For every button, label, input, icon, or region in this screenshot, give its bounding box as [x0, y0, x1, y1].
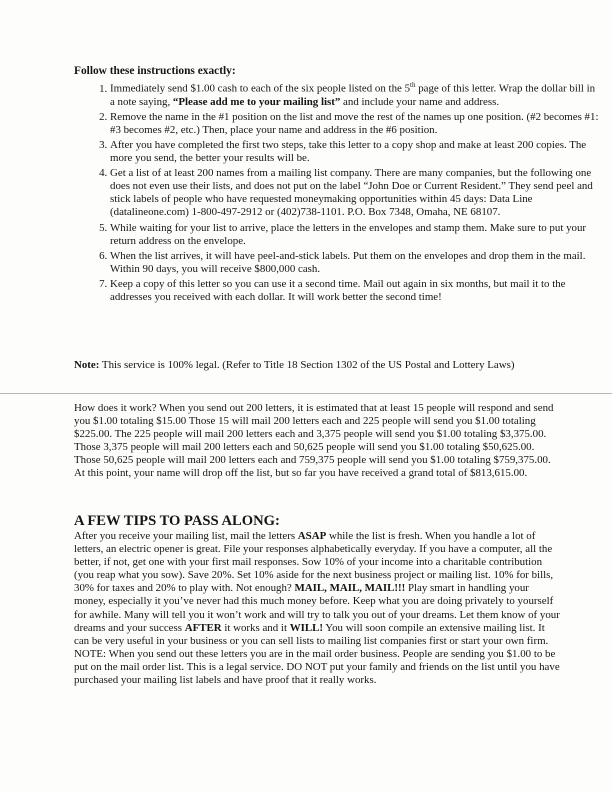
instruction-item: [110, 167, 600, 219]
tips-heading: A FEW TIPS TO PASS ALONG:: [74, 513, 280, 529]
note-text: This service is 100% legal. (Refer to Title 18 Section 1302 of the US Postal and Lottery Laws): [99, 359, 515, 371]
superscript-text: th: [410, 81, 416, 89]
bold-text: AFTER: [184, 621, 222, 634]
instruction-item: [110, 139, 600, 165]
text-run: Immediately send $1.00 cash to each of the six people listed on the 5: [110, 82, 411, 95]
text-run: page of this letter. Wrap the dollar bill in a note saying,: [110, 82, 596, 108]
text-run: Keep a copy of this letter so you can use it a second time. Mail out again in six months, but mail it to the addresses you received with each dollar. It will work better the second time!: [110, 277, 566, 304]
text-run: Remove the name in the #1 position on the list and move the rest of the names up one position. (#2 becomes #1: #3 becomes #2, etc.) Then, place your name and address in the #6 position.: [110, 110, 599, 136]
instruction-item: [110, 250, 600, 276]
text-run: and include your name and address.: [340, 95, 500, 108]
text-run: While waiting for your list to arrive, place the letters in the envelopes and stamp them. Make sure to put your return address on the envelope.: [110, 221, 587, 247]
text-run: When the list arrives, it will have peel-and-stick labels. Put them on the envelopes and drop them in the mail. Within 90 days, you will receive $800,000 cash.: [110, 249, 586, 275]
instruction-item: [110, 111, 600, 137]
instruction-item: [110, 79, 600, 109]
text-run: After you have completed the first two steps, take this letter to a copy shop and make at least 200 copies. The more you send, the better your results will be.: [110, 139, 587, 165]
divider-line: [0, 393, 612, 394]
text-run: Get a list of at least 200 names from a mailing list company. There are many companies, but the following one does not even use their lists, and does not put on the label “John Doe or Current Resident.” They send peel and stick labels of people who have requested moneymaking opportunities within 45 days: Data Line (datalineone.com) 1-800-497-2912 or (402)738-1101. P.O. Box 7348, Omaha, NE 68107.: [110, 167, 593, 219]
bold-text: “Please add me to your mailing list”: [172, 95, 341, 108]
bold-text: MAIL, MAIL, MAIL!!!: [294, 582, 406, 595]
bold-text: WILL!: [289, 621, 323, 634]
text-run: After you receive your mailing list, mail the letters: [74, 530, 298, 542]
legal-note: [74, 359, 574, 372]
bold-text: ASAP: [297, 530, 327, 542]
instructions-list: [74, 79, 600, 306]
text-run: while the list is fresh. When you handle a lot of letters, an electric opener is great. File your responses alphabetically everyday. If you have a computer, all the better, if not, get one with your first mail responses. Sow 10% of your income into a charitable contribution (you reap what you sow). Save 20%. Set 10% aside for the next business project or mailing list. 10% for bills, 30% for taxes and 20% to play with. Not enough?: [74, 530, 554, 595]
instruction-item: [110, 278, 600, 304]
text-run: Play smart in handling your money, especially it you’ve never had this much money before. Keep what you are doing privately to yourself for awhile. Many will tell you it won’t work and will try to talk you out of your dreams. Let them know of your dreams and your success: [74, 582, 560, 634]
instruction-item: [110, 222, 600, 248]
text-run: You will soon compile an extensive mailing list. It can be very useful in your business or you can sell lists to mailing list companies first or start your own firm. NOTE: When you send out these letters you are in the mail order business. People are sending you $1.00 to be put on the mail order list. This is a legal service. DO NOT put your family and friends on the list until you have purchased your mailing list labels and have proof that it really works.: [74, 621, 560, 687]
tips-paragraph: [74, 530, 562, 687]
instructions-heading: Follow these instructions exactly:: [74, 65, 236, 77]
text-run: it works and it: [221, 621, 290, 634]
note-label: Note:: [74, 359, 100, 371]
how-it-works-paragraph: How does it work? When you send out 200 letters, it is estimated that at least 15 people will respond and send you $1.00 totaling $15.00 Those 15 will mail 200 letters each and 225 people will send you $1.00 totaling $225.00. The 225 people will mail 200 letters each and 3,375 people will send you $1.00 totaling $3,375.00. Those 3,375 people will mail 200 letters each and 50,625 people will send you $1.00 totaling $50,625.00. Those 50,625 people will mail 200 letters each and 759,375 people will send you $1.00 totaling $759,375.00. At this point, your name will drop off the list, but so far you have received a grand total of $813,615.00.: [74, 402, 554, 480]
